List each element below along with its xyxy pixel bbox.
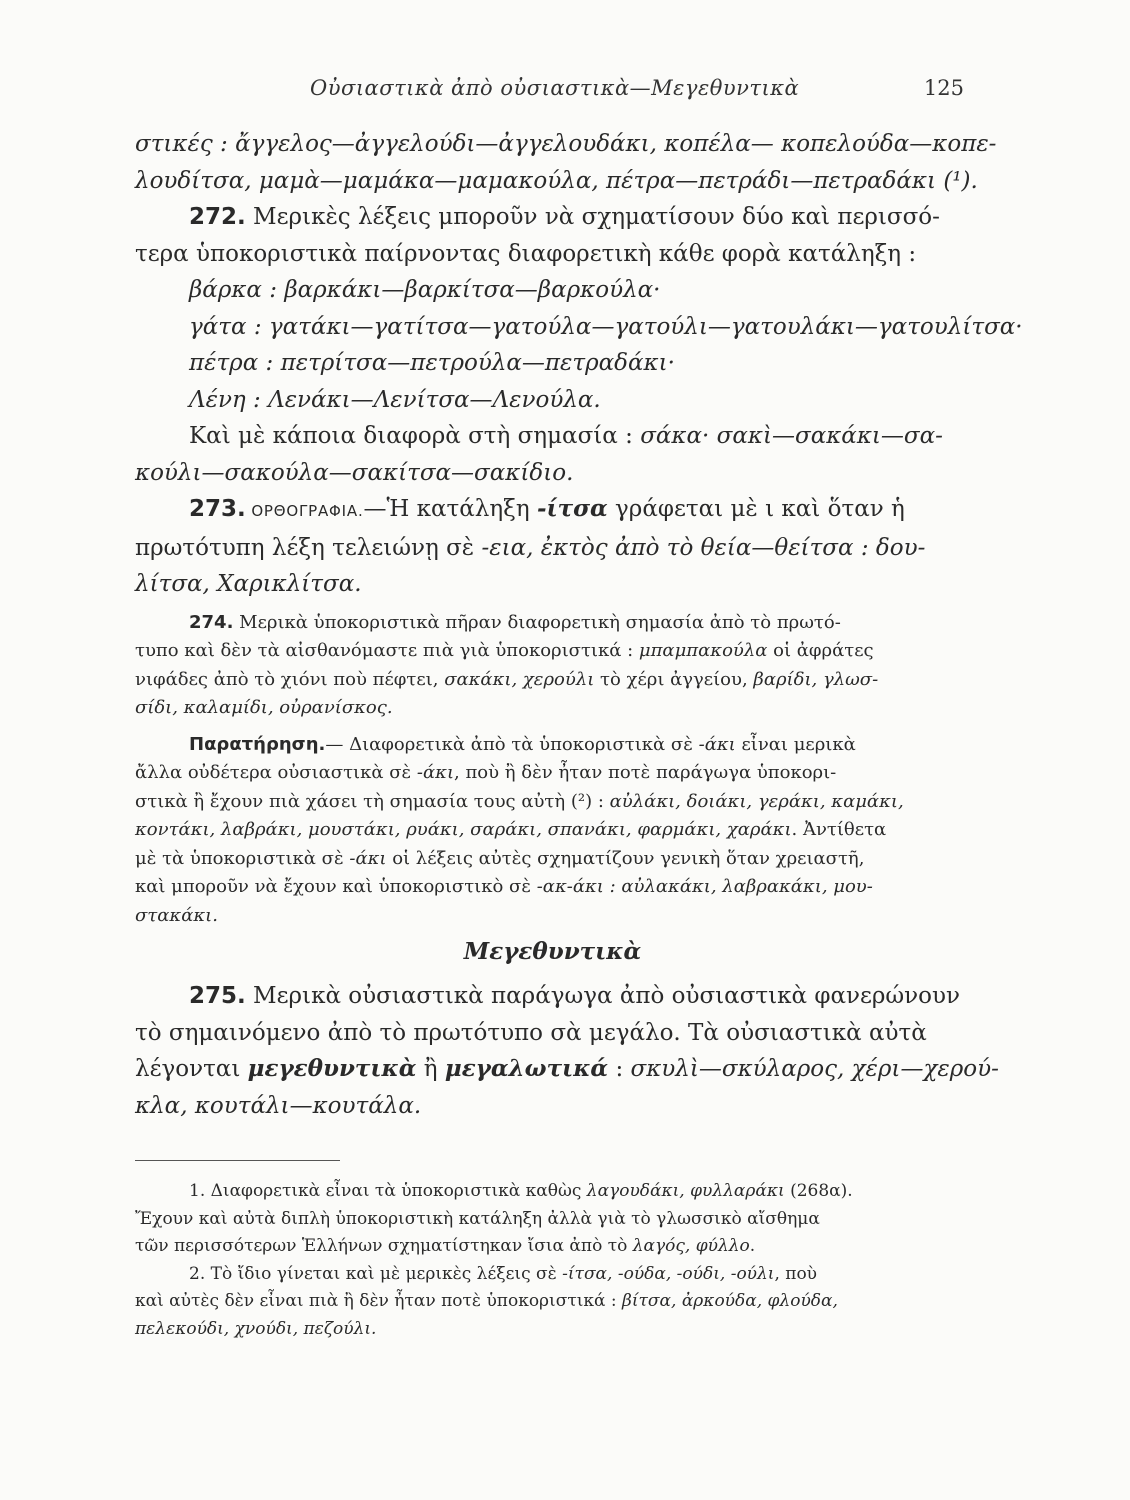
text-line: κοντάκι, λαβράκι, μουστάκι, ρυάκι, σαράκι, σπανάκι, φαρμάκι, χαράκι. Ἀντίθετα [135,819,887,840]
text-line: νιφάδες ἀπὸ τὸ χιόνι ποὺ πέφτει, σακάκι, χερούλι τὸ χέρι ἀγγείου, βαρίδι, γλωσ- [135,668,879,690]
text-line: τερα ὑποκοριστικὰ παίρνοντας διαφορετικὴ κάθε φορὰ κατάληξη : [135,240,917,267]
text-line: τυπο καὶ δὲν τὰ αἰσθανόμαστε πιὰ γιὰ ὑποκοριστικά : μπαμπακούλα οἱ ἀφράτες [135,640,874,661]
page-number: 125 [923,76,964,100]
text-line: πρωτότυπη λέξη τελειώνῃ σὲ -εια, ἐκτὸς ἀπὸ τὸ θεία—θείτσα : δου- [135,534,926,561]
footnote-2: 2. Τὸ ἴδιο γίνεται καὶ μὲ μερικὲς λέξεις σὲ -ίτσα, -ούδα, -ούδι, -ούλι, ποὺ [189,1263,818,1284]
section-label: ΟΡΘΟΓΡΑΦΙΑ. [245,502,364,520]
text-line: Ἔχουν καὶ αὐτὰ διπλὴ ὑποκοριστικὴ κατάληξη ἀλλὰ γιὰ τὸ γλωσσικὸ αἴσθημα [135,1208,820,1229]
text-line: Καὶ μὲ κάποια διαφορὰ στὴ σημασία : σάκα· σακὶ—σακάκι—σα- [189,423,943,449]
page-header [140,76,970,108]
paragraph-274 [135,609,970,931]
text-line: καὶ αὐτὲς δὲν εἶναι πιὰ ἢ δὲν ἦταν ποτὲ ὑποκοριστικά : βίτσα, ἀρκούδα, φλούδα, [135,1291,838,1311]
text-line: ἄλλα οὐδέτερα οὐσιαστικὰ σὲ -άκι, ποὺ ἢ δὲν ἦταν ποτὲ παράγωγα ὑποκορι- [135,762,837,783]
text-line: λουδίτσα, μαμὰ—μαμάκα—μαμακούλα, πέτρα—πετράδι—πετραδάκι (¹). [135,167,978,194]
example-line: Λένη : Λενάκι—Λενίτσα—Λενούλα. [189,386,601,413]
page-body [135,126,1023,1124]
text-line: μὲ τὰ ὑποκοριστικὰ σὲ -άκι οἱ λέξεις αὐτὲς σχηματίζουν γενικὴ ὅταν χρειαστῆ, [135,847,865,869]
paragraph-272: 272. Μερικὲς λέξεις μποροῦν νὰ σχηματίσουν δύο καὶ περισσό- [189,204,940,230]
footnotes [135,1178,975,1343]
text-line: 274. Μερικὰ ὑποκοριστικὰ πῆραν διαφορετικὴ σημασία ἀπὸ τὸ πρωτό- [189,611,841,633]
section-heading: Μεγεθυντικὰ [463,938,642,965]
text-line: πελεκούδι, χνούδι, πεζούλι. [135,1318,377,1339]
text-line: κούλι—σακούλα—σακίτσα—σακίδιο. [135,459,574,486]
section-number: 274. [189,611,234,633]
example-line: γάτα : γατάκι—γατίτσα—γατούλα—γατούλι—γατουλάκι—γατουλίτσα· [189,313,1023,340]
paragraph-275: 275. Μερικὰ οὐσιαστικὰ παράγωγα ἀπὸ οὐσιαστικὰ φανερώνουν [189,983,960,1009]
text-line: στακάκι. [135,904,218,926]
remark: Παρατήρηση.— Διαφορετικὰ ἀπὸ τὰ ὑποκοριστικὰ σὲ -άκι εἶναι μερικὰ [189,733,856,755]
text-line: λίτσα, Χαρικλίτσα. [135,571,362,597]
text-line: τῶν περισσότερων Ἑλλήνων σχηματίστηκαν ἴσια ἀπὸ τὸ λαγός, φύλλο. [135,1236,756,1256]
text-line: σίδι, καλαμίδι, οὐρανίσκος. [135,697,393,718]
footnote-divider [135,1160,340,1161]
text-line: τὸ σημαινόμενο ἀπὸ τὸ πρωτότυπο σὰ μεγάλο. Τὰ οὐσιαστικὰ αὐτὰ [135,1019,927,1046]
remark-label: Παρατήρηση. [189,733,326,755]
example-line: πέτρα : πετρίτσα—πετρούλα—πετραδάκι· [189,350,675,376]
text-line: καὶ μποροῦν νὰ ἔχουν καὶ ὑποκοριστικὸ σὲ -ακ-άκι : αὐλακάκι, λαβρακάκι, μου- [135,876,873,897]
running-title: Οὐσιαστικὰ ἀπὸ οὐσιαστικὰ—Μεγεθυντικὰ [310,76,800,100]
text-line: στικὰ ἢ ἔχουν πιὰ χάσει τὴ σημασία τους αὐτὴ (²) : αὐλάκι, δοιάκι, γεράκι, καμάκι, [135,790,904,812]
footnote-1: 1. Διαφορετικὰ εἶναι τὰ ὑποκοριστικὰ καθὼς λαγουδάκι, φυλλαράκι (268α). [189,1181,853,1201]
paragraph-273: 273. ΟΡΘΟΓΡΑΦΙΑ.—Ἡ κατάληξη -ίτσα γράφεται μὲ ι καὶ ὅταν ἡ [189,495,905,522]
section-number: 273. [189,496,246,522]
text-line: λέγονται μεγεθυντικὰ ἢ μεγαλωτικά : σκυλὶ—σκύλαρος, χέρι—χερού- [135,1055,999,1082]
section-number: 272. [189,204,246,230]
text-line: στικές : ἄγγελος—ἀγγελούδι—ἀγγελουδάκι, κοπέλα— κοπελούδα—κοπε- [135,131,997,157]
example-line: βάρκα : βαρκάκι—βαρκίτσα—βαρκούλα· [189,277,661,303]
text-line: κλα, κουτάλι—κουτάλα. [135,1092,422,1119]
section-number: 275. [189,983,246,1009]
